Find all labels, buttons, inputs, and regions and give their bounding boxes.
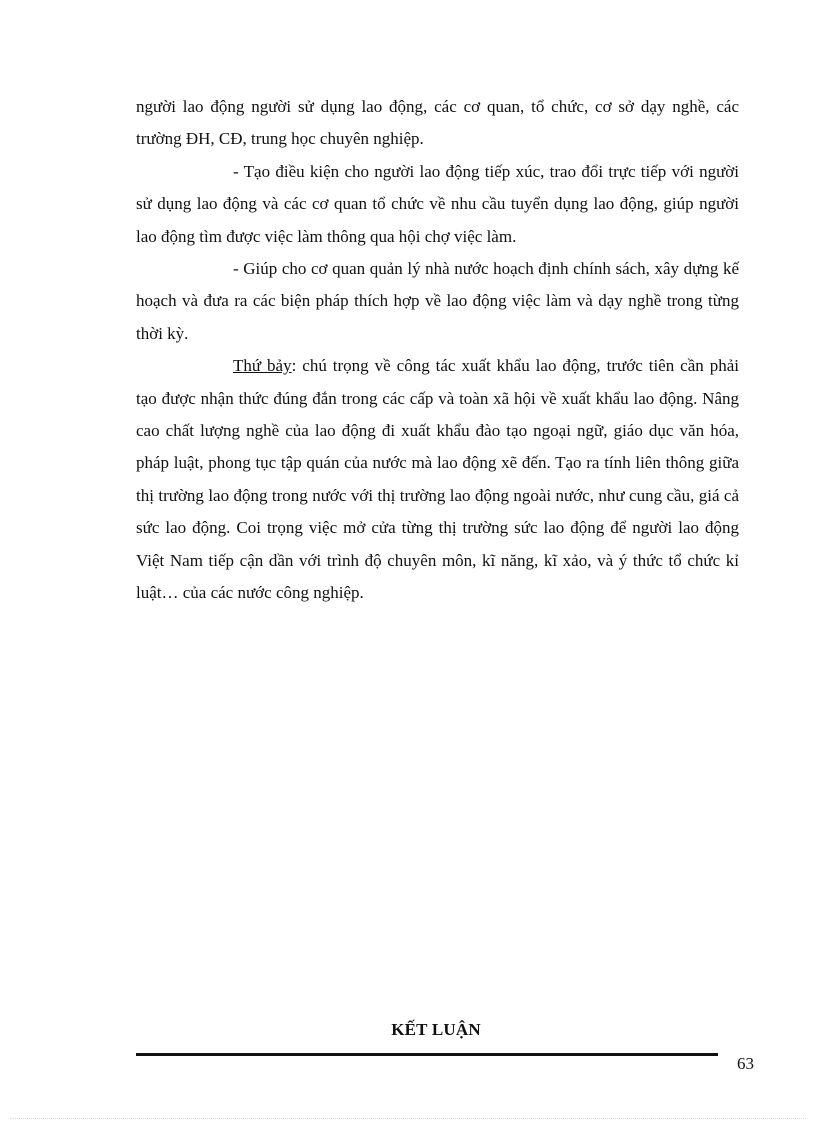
bullet-item-job-fair: - Tạo điều kiện cho người lao động tiếp xúc, trao đổi trực tiếp với người sử dụng lao động và các cơ quan tổ chức về nhu cầu tuyển dụng lao động, giúp người lao động tìm được việc làm thông qua hội chợ việc làm.	[136, 161, 739, 246]
paragraph-label: Thứ bảy	[233, 356, 292, 376]
bullet-item-policy: - Giúp cho cơ quan quản lý nhà nước hoạch định chính sách, xây dựng kế hoạch và đưa ra các biện pháp thích hợp về lao động việc làm và dạy nghề trong từng thời kỳ.	[136, 259, 739, 343]
paragraph-seventh	[136, 350, 739, 609]
page-number: 63	[737, 1054, 754, 1073]
paragraph-continuation: người lao động người sử dụng lao động, các cơ quan, tổ chức, cơ sở dạy nghề, các trường ĐH, CĐ, trung học chuyên nghiệp.	[136, 97, 739, 149]
paragraph-seventh-text: : chú trọng về công tác xuất khẩu lao động, trước tiên cần phải tạo được nhận thức đúng đắn trong các cấp và toàn xã hội về xuất khẩu lao động. Nâng cao chất lượng nghề của lao động đi xuất khẩu đào tạo ngoại ngữ, giáo dục văn hóa, pháp luật, phong tục tập quán của nước mà lao động xẽ đến. Tạo ra tính liên thông giữa thị trường lao động trong nước với thị trường lao động ngoài nước, như cung cầu, giá cả sức lao động. Coi trọng việc mở cửa từng thị trường sức lao động để người lao động Việt Nam tiếp cận dần với trình độ chuyên môn, kĩ năng, kĩ xảo, và ý thức tổ chức kỉ luật… của các nước công nghiệp.	[136, 356, 739, 603]
document-body	[136, 91, 739, 610]
page-bottom-border	[10, 1118, 806, 1119]
footer-divider	[136, 1053, 718, 1056]
section-heading-conclusion: KẾT LUẬN	[391, 1020, 481, 1039]
